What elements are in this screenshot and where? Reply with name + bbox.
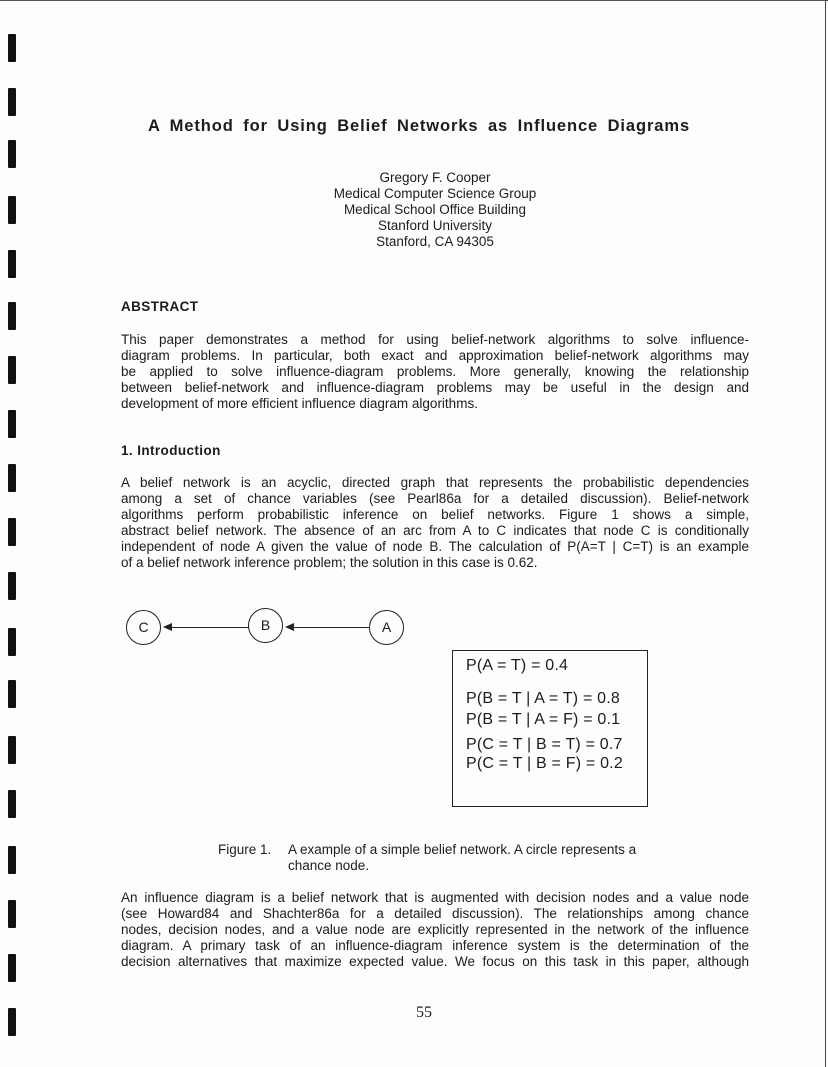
intro-line: independent of node A given the value of node B. The calculation of P(A=T | C=T) is an example bbox=[121, 539, 749, 554]
probability-table bbox=[452, 650, 648, 807]
arc-b-to-c bbox=[172, 627, 249, 628]
binding-hole bbox=[8, 302, 16, 330]
cpt-line: P(B = T | A = T) = 0.8 bbox=[466, 690, 620, 707]
arrowhead-c bbox=[163, 623, 172, 631]
influence-line: nodes, decision nodes, and a value node are explicitly represented in the network of the influence bbox=[121, 922, 749, 937]
cpt-line: P(C = T | B = F) = 0.2 bbox=[466, 755, 623, 772]
binding-hole bbox=[8, 628, 16, 656]
abstract-line: diagram problems. In particular, both exact and approximation belief-network algorithms may bbox=[121, 348, 749, 363]
author-name: Gregory F. Cooper bbox=[379, 170, 491, 185]
abstract-line: development of more efficient influence diagram algorithms. bbox=[121, 396, 478, 411]
page-right-edge bbox=[825, 0, 826, 1067]
binding-holes bbox=[0, 0, 30, 1067]
author-building: Medical School Office Building bbox=[343, 202, 527, 217]
cpt-line: P(C = T | B = T) = 0.7 bbox=[466, 736, 623, 753]
abstract-line: be applied to solve influence-diagram problems. More generally, knowing the relationship bbox=[121, 364, 749, 379]
caption-line: chance node. bbox=[288, 858, 370, 873]
cpt-line: P(A = T) = 0.4 bbox=[466, 657, 569, 674]
binding-hole bbox=[8, 680, 16, 708]
author-group: Medical Computer Science Group bbox=[333, 186, 537, 201]
binding-hole bbox=[8, 356, 16, 384]
intro-line: algorithms perform probabilistic inference on belief networks. Figure 1 shows a simple, bbox=[121, 507, 749, 522]
page-number: 55 bbox=[416, 1004, 432, 1021]
binding-hole bbox=[8, 140, 16, 168]
figure-caption bbox=[288, 842, 636, 874]
binding-hole bbox=[8, 900, 16, 928]
influence-paragraph bbox=[121, 890, 749, 970]
author-city: Stanford, CA 94305 bbox=[376, 234, 494, 249]
intro-line: A belief network is an acyclic, directed graph that represents the probabilistic dependencies bbox=[121, 475, 749, 490]
abstract-heading: ABSTRACT bbox=[121, 299, 199, 314]
binding-hole bbox=[8, 954, 16, 982]
arc-a-to-b bbox=[293, 627, 370, 628]
author-block bbox=[275, 170, 595, 250]
binding-hole bbox=[8, 410, 16, 438]
cpt-line: P(B = T | A = F) = 0.1 bbox=[466, 711, 621, 728]
intro-heading: 1. Introduction bbox=[121, 443, 221, 458]
binding-hole bbox=[8, 572, 16, 600]
abstract-line: between belief-network and influence-diagram problems may be useful in the design and bbox=[121, 380, 749, 395]
intro-line: of a belief network inference problem; the solution in this case is 0.62. bbox=[121, 555, 538, 570]
paper-title: A Method for Using Belief Networks as Influence Diagrams bbox=[147, 117, 691, 135]
node-a: A bbox=[369, 610, 404, 645]
binding-hole bbox=[8, 846, 16, 874]
binding-hole bbox=[8, 250, 16, 278]
influence-line: decision alternatives that maximize expected value. We focus on this task in this paper, although bbox=[121, 954, 749, 969]
arrowhead-b bbox=[285, 623, 294, 631]
influence-line: (see Howard84 and Shachter86a for a detailed discussion). The relationships among chance bbox=[121, 906, 749, 921]
binding-hole bbox=[8, 790, 16, 818]
node-c: C bbox=[126, 610, 161, 645]
abstract-line: This paper demonstrates a method for using belief-network algorithms to solve influence- bbox=[121, 332, 749, 347]
author-university: Stanford University bbox=[377, 218, 493, 233]
binding-hole bbox=[8, 518, 16, 546]
binding-hole bbox=[8, 88, 16, 116]
intro-line: abstract belief network. The absence of an arc from A to C indicates that node C is conditionally bbox=[121, 523, 749, 538]
binding-hole bbox=[8, 736, 16, 764]
binding-hole bbox=[8, 34, 16, 62]
intro-paragraph bbox=[121, 475, 749, 571]
influence-line: diagram. A primary task of an influence-diagram inference system is the determination of the bbox=[121, 938, 749, 953]
binding-hole bbox=[8, 464, 16, 492]
node-b: B bbox=[248, 608, 283, 643]
page-top-edge bbox=[0, 0, 828, 1]
influence-line: An influence diagram is a belief network that is augmented with decision nodes and a value node bbox=[121, 890, 749, 905]
caption-line: A example of a simple belief network. A circle represents a bbox=[288, 842, 637, 857]
binding-hole bbox=[8, 196, 16, 224]
abstract-paragraph bbox=[121, 332, 749, 412]
figure-caption-label: Figure 1. bbox=[218, 842, 272, 857]
intro-line: among a set of chance variables (see Pearl86a for a detailed discussion). Belief-network bbox=[121, 491, 749, 506]
